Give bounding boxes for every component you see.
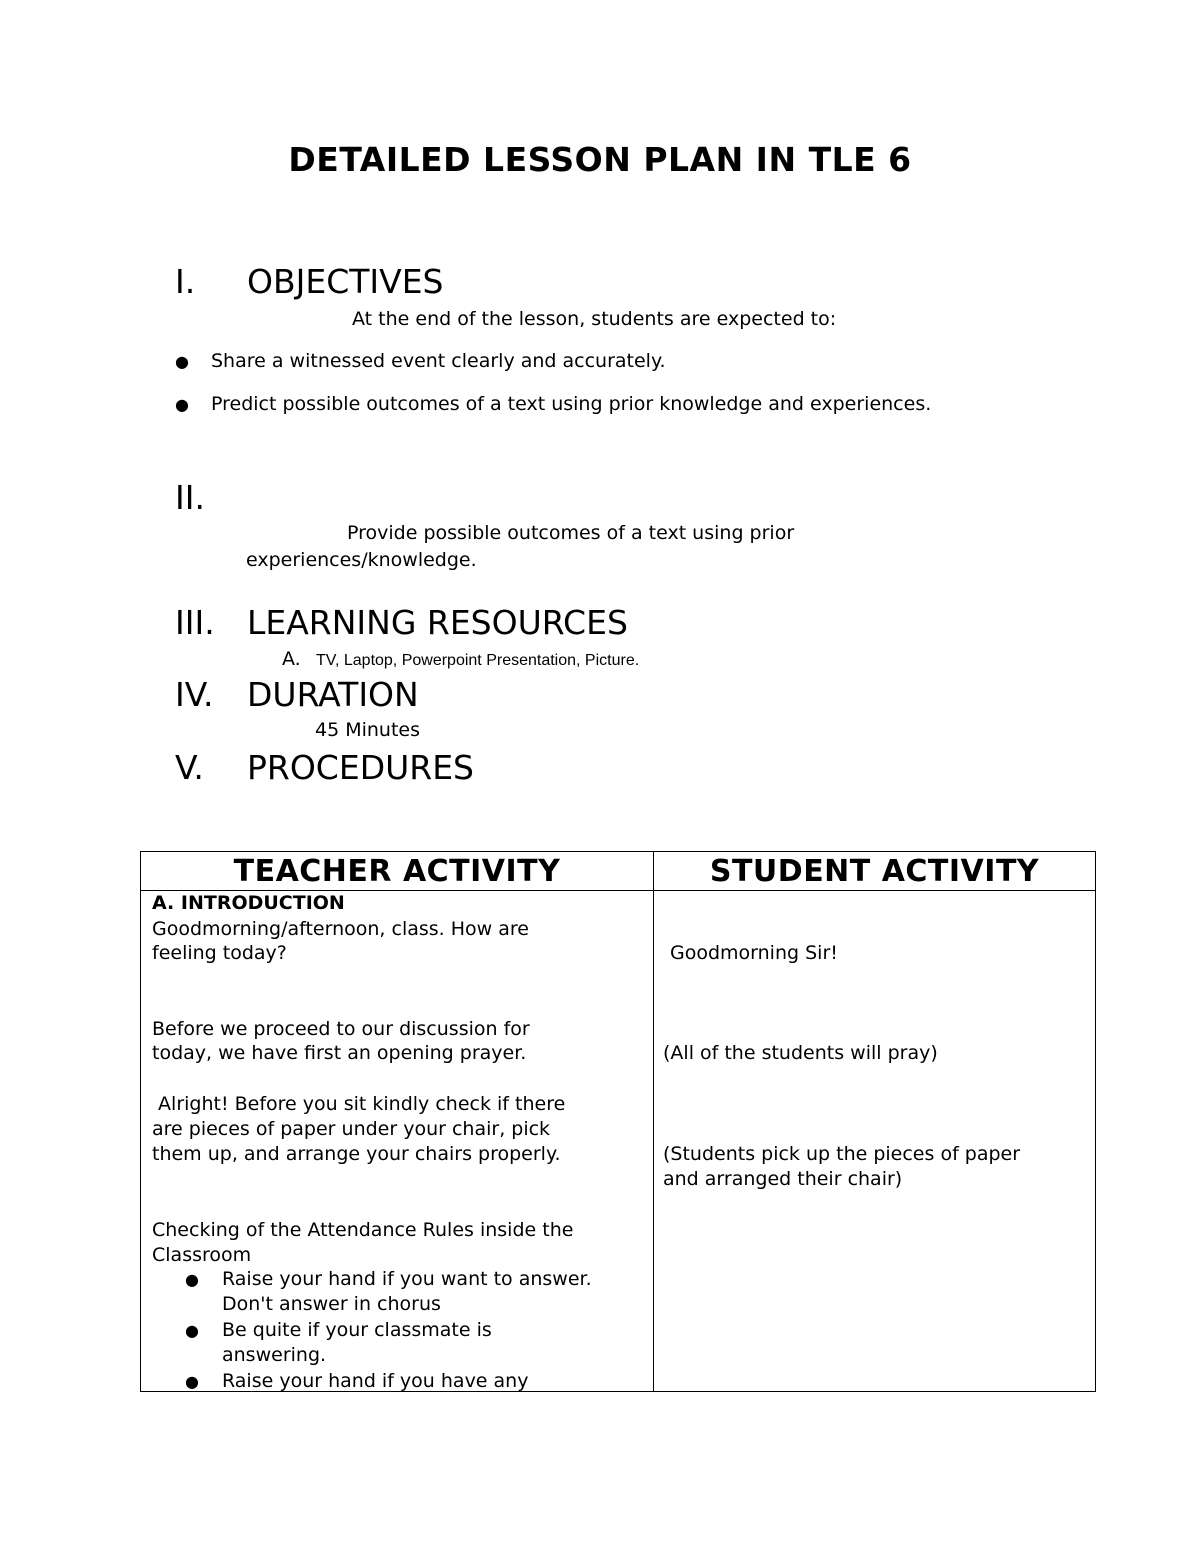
introduction-label: A. INTRODUCTION (152, 892, 345, 914)
section-procedures-heading (175, 748, 474, 788)
rule-text: Raise your hand if you want to answer. (222, 1268, 592, 1290)
section-resources-heading (175, 603, 628, 643)
teacher-greeting-line-1: Goodmorning/afternoon, class. How are (152, 918, 529, 940)
student-prayer: (All of the students will pray) (663, 1042, 938, 1064)
teacher-paper-line-1: Alright! Before you sit kindly check if there (152, 1093, 566, 1115)
student-paper-line-2: and arranged their chair) (663, 1168, 903, 1190)
procedures-table (140, 851, 1096, 1392)
bullet-icon: ● (175, 395, 189, 414)
section-heading-text: DURATION (247, 675, 419, 714)
student-greeting: Goodmorning Sir! (670, 942, 838, 964)
objective-text: Predict possible outcomes of a text using prior knowledge and experiences. (211, 393, 932, 415)
student-activity-header: STUDENT ACTIVITY (709, 854, 1040, 889)
list-marker: A. (282, 648, 301, 670)
rule-text: Don't answer in chorus (222, 1293, 441, 1315)
student-paper-line-1: (Students pick up the pieces of paper (663, 1143, 1021, 1165)
section-numeral: V. (175, 748, 204, 787)
section-duration-heading (175, 675, 419, 715)
column-divider (653, 852, 654, 1391)
teacher-paper-line-2: are pieces of paper under your chair, pick (152, 1118, 551, 1140)
objective-item (175, 391, 931, 418)
attendance-line-2: Classroom (152, 1244, 252, 1266)
teacher-greeting-line-2: feeling today? (152, 942, 287, 964)
objective-item (175, 348, 666, 375)
bullet-icon: ● (185, 1372, 199, 1391)
teacher-prayer-line-1: Before we proceed to our discussion for (152, 1018, 530, 1040)
section-numeral: II. (175, 478, 205, 517)
rule-text: Raise your hand if you have any (222, 1370, 529, 1392)
section-heading-text: PROCEDURES (247, 748, 474, 787)
section-numeral: I. (175, 262, 196, 301)
rule-text: answering. (222, 1344, 327, 1366)
resource-item (282, 646, 639, 674)
teacher-activity-header: TEACHER ACTIVITY (233, 854, 561, 889)
duration-value: 45 Minutes (315, 719, 421, 741)
section-numeral: IV. (175, 675, 214, 714)
rule-text: Be quite if your classmate is (222, 1319, 492, 1341)
section-content-heading (175, 478, 247, 518)
section-objectives-heading (175, 262, 444, 302)
teacher-paper-line-3: them up, and arrange your chairs properly. (152, 1143, 561, 1165)
section-heading-text: OBJECTIVES (247, 262, 444, 301)
resource-text: TV, Laptop, Powerpoint Presentation, Picture. (316, 652, 640, 669)
content-text-line-2: experiences/knowledge. (246, 549, 477, 571)
section-heading-text: LEARNING RESOURCES (247, 603, 628, 642)
page-title: DETAILED LESSON PLAN IN TLE 6 (288, 140, 912, 179)
objective-text: Share a witnessed event clearly and accurately. (211, 350, 666, 372)
content-text-line-1: Provide possible outcomes of a text using prior (347, 522, 795, 544)
objectives-intro: At the end of the lesson, students are expected to: (352, 308, 837, 330)
attendance-line-1: Checking of the Attendance Rules inside the (152, 1219, 574, 1241)
section-numeral: III. (175, 603, 215, 642)
bullet-icon: ● (185, 1270, 199, 1289)
bullet-icon: ● (185, 1321, 199, 1340)
teacher-prayer-line-2: today, we have first an opening prayer. (152, 1042, 527, 1064)
bullet-icon: ● (175, 352, 189, 371)
